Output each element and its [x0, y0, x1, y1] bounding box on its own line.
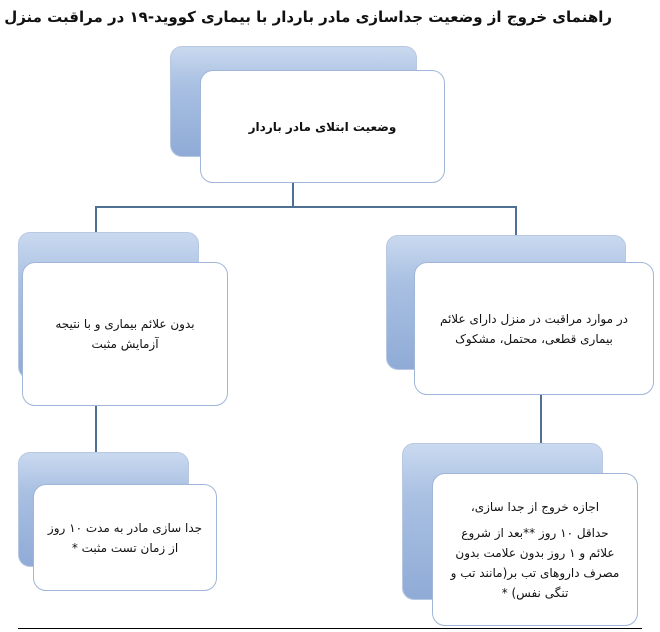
right-branch-node — [414, 262, 654, 395]
right-outcome-line1: اجازه خروج از جدا سازی، — [470, 499, 600, 514]
right-outcome-node — [432, 473, 638, 626]
bottom-rule — [18, 628, 642, 629]
connector-right-outcome — [540, 395, 542, 443]
root-node — [200, 70, 445, 183]
page-title: راهنمای خروج از وضعیت جداسازی مادر باردار با بیماری کووید-۱۹ در مراقبت منزل — [4, 8, 612, 26]
root-node-text: وضعیت ابتلای مادر باردار — [248, 119, 397, 134]
right-outcome-text — [447, 497, 623, 603]
left-branch-text: بدون علائم بیماری و با نتیجه آزمایش مثبت — [55, 317, 195, 351]
right-branch-text: در موارد مراقبت در منزل دارای علائم بیماری قطعی، محتمل، مشکوک — [439, 311, 629, 346]
left-outcome-text: جدا سازی مادر به مدت ۱۰ روز از زمان تست مثبت * — [47, 520, 203, 555]
connector-horizontal — [96, 206, 516, 208]
right-outcome-line2: حداقل ۱۰ روز **بعد از شروع علائم و ۱ روز بدون علامت بدون مصرف داروهای تب بر(مانند تب و تنگی نفس) * — [450, 525, 620, 600]
connector-root-down — [292, 183, 294, 207]
left-branch-node — [22, 262, 228, 406]
left-outcome-node — [33, 484, 217, 591]
